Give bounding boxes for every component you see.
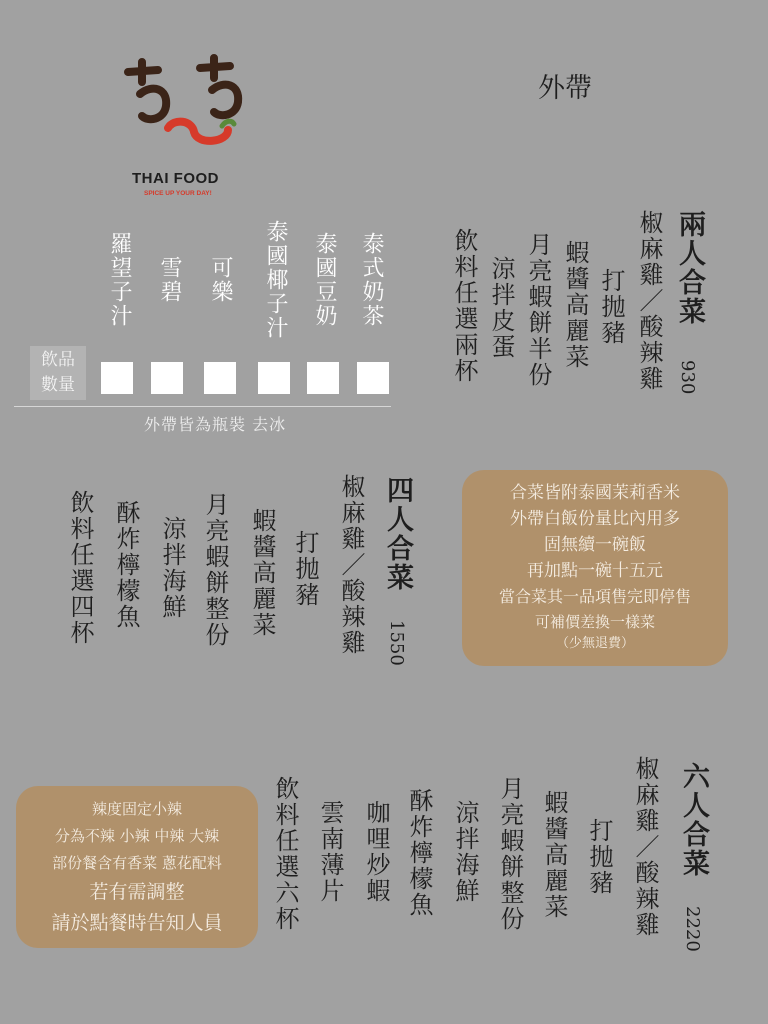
set6-title: 六人合菜	[678, 762, 709, 878]
divider-line	[14, 406, 391, 407]
logo	[118, 50, 258, 205]
set6-item-8: 雲南薄片	[316, 800, 344, 904]
logo-mark-icon	[118, 50, 258, 160]
set2-item-4: 月亮蝦餅半份	[524, 232, 552, 388]
set6-item-3: 蝦醬高麗菜	[540, 790, 568, 920]
rice-note-line4: 再加點一碗十五元	[527, 561, 663, 581]
set4-item-5: 涼拌海鮮	[158, 516, 186, 620]
qty-label-line2: 數量	[41, 375, 75, 395]
set4-item-2: 打抛豬	[291, 530, 319, 608]
qty-label	[30, 346, 86, 400]
drink-tamarind-juice: 羅望子汁	[107, 232, 132, 328]
set2-item-6: 飲料任選兩杯	[450, 228, 478, 384]
set6-item-5: 涼拌海鮮	[451, 800, 479, 904]
rice-note-line5: 當合菜其一品項售完即停售	[498, 587, 691, 606]
rice-note-line6: 可補價差換一樣菜	[534, 613, 655, 631]
set6-item-7: 咖哩炒蝦	[362, 800, 390, 904]
set4-item-3: 蝦醬高麗菜	[248, 508, 276, 638]
rice-note-line1: 合菜皆附泰國茉莉香米	[510, 483, 680, 503]
rice-note-line2: 外帶白飯份量比內用多	[510, 509, 680, 529]
rice-note-box	[462, 470, 728, 666]
qty-box-tamarind[interactable]	[101, 362, 133, 394]
rice-note-line3: 固無續一碗飯	[544, 535, 646, 555]
set2-item-1: 椒麻雞／酸辣雞	[635, 210, 663, 392]
qty-box-soy-milk[interactable]	[307, 362, 339, 394]
takeout-title: 外帶	[538, 73, 592, 104]
qty-box-milk-tea[interactable]	[357, 362, 389, 394]
set4-item-6: 酥炸檸檬魚	[112, 500, 140, 630]
set2-title: 兩人合菜	[674, 210, 705, 326]
set4-title: 四人合菜	[382, 476, 413, 592]
qty-box-coconut[interactable]	[258, 362, 290, 394]
set2-item-3: 蝦醬高麗菜	[561, 240, 589, 370]
spice-note-line2: 分為不辣 小辣 中辣 大辣	[54, 827, 220, 845]
set2-price: 930	[677, 360, 698, 395]
set6-item-9: 飲料任選六杯	[271, 776, 299, 932]
qty-label-line1: 飲品	[41, 350, 75, 370]
drink-thai-milk-tea: 泰式奶茶	[359, 232, 384, 328]
set2-item-5: 涼拌皮蛋	[487, 256, 515, 360]
set6-price: 2220	[682, 906, 703, 952]
spice-note-box	[16, 786, 258, 948]
set2-item-2: 打抛豬	[597, 268, 625, 346]
set4-item-1: 椒麻雞／酸辣雞	[337, 474, 365, 656]
spice-note-line4: 若有需調整	[89, 881, 185, 903]
drink-coconut-juice: 泰國椰子汁	[263, 220, 288, 340]
rice-note-line7: （少無退費）	[555, 636, 634, 651]
qty-box-cola[interactable]	[204, 362, 236, 394]
logo-brand: THAI FOOD	[132, 170, 219, 187]
spice-note-line3: 部份餐含有香菜 蔥花配料	[52, 854, 222, 872]
set6-item-6: 酥炸檸檬魚	[405, 788, 433, 918]
set6-item-4: 月亮蝦餅整份	[496, 776, 524, 932]
set6-item-1: 椒麻雞／酸辣雞	[631, 756, 659, 938]
drink-cola: 可樂	[208, 256, 233, 304]
set6-item-2: 打抛豬	[585, 818, 613, 896]
set4-price: 1550	[386, 620, 407, 666]
qty-box-sprite[interactable]	[151, 362, 183, 394]
set4-item-7: 飲料任選四杯	[66, 490, 94, 646]
drink-sprite: 雪碧	[157, 256, 182, 304]
set4-item-4: 月亮蝦餅整份	[201, 492, 229, 648]
spice-note-line1: 辣度固定小辣	[91, 800, 182, 818]
drink-thai-soy-milk: 泰國豆奶	[312, 232, 337, 328]
drinks-note: 外帶皆為瓶裝 去冰	[144, 415, 287, 434]
spice-note-line5: 請於點餐時告知人員	[51, 912, 223, 934]
logo-tagline: SPICE UP YOUR DAY!	[144, 190, 212, 197]
